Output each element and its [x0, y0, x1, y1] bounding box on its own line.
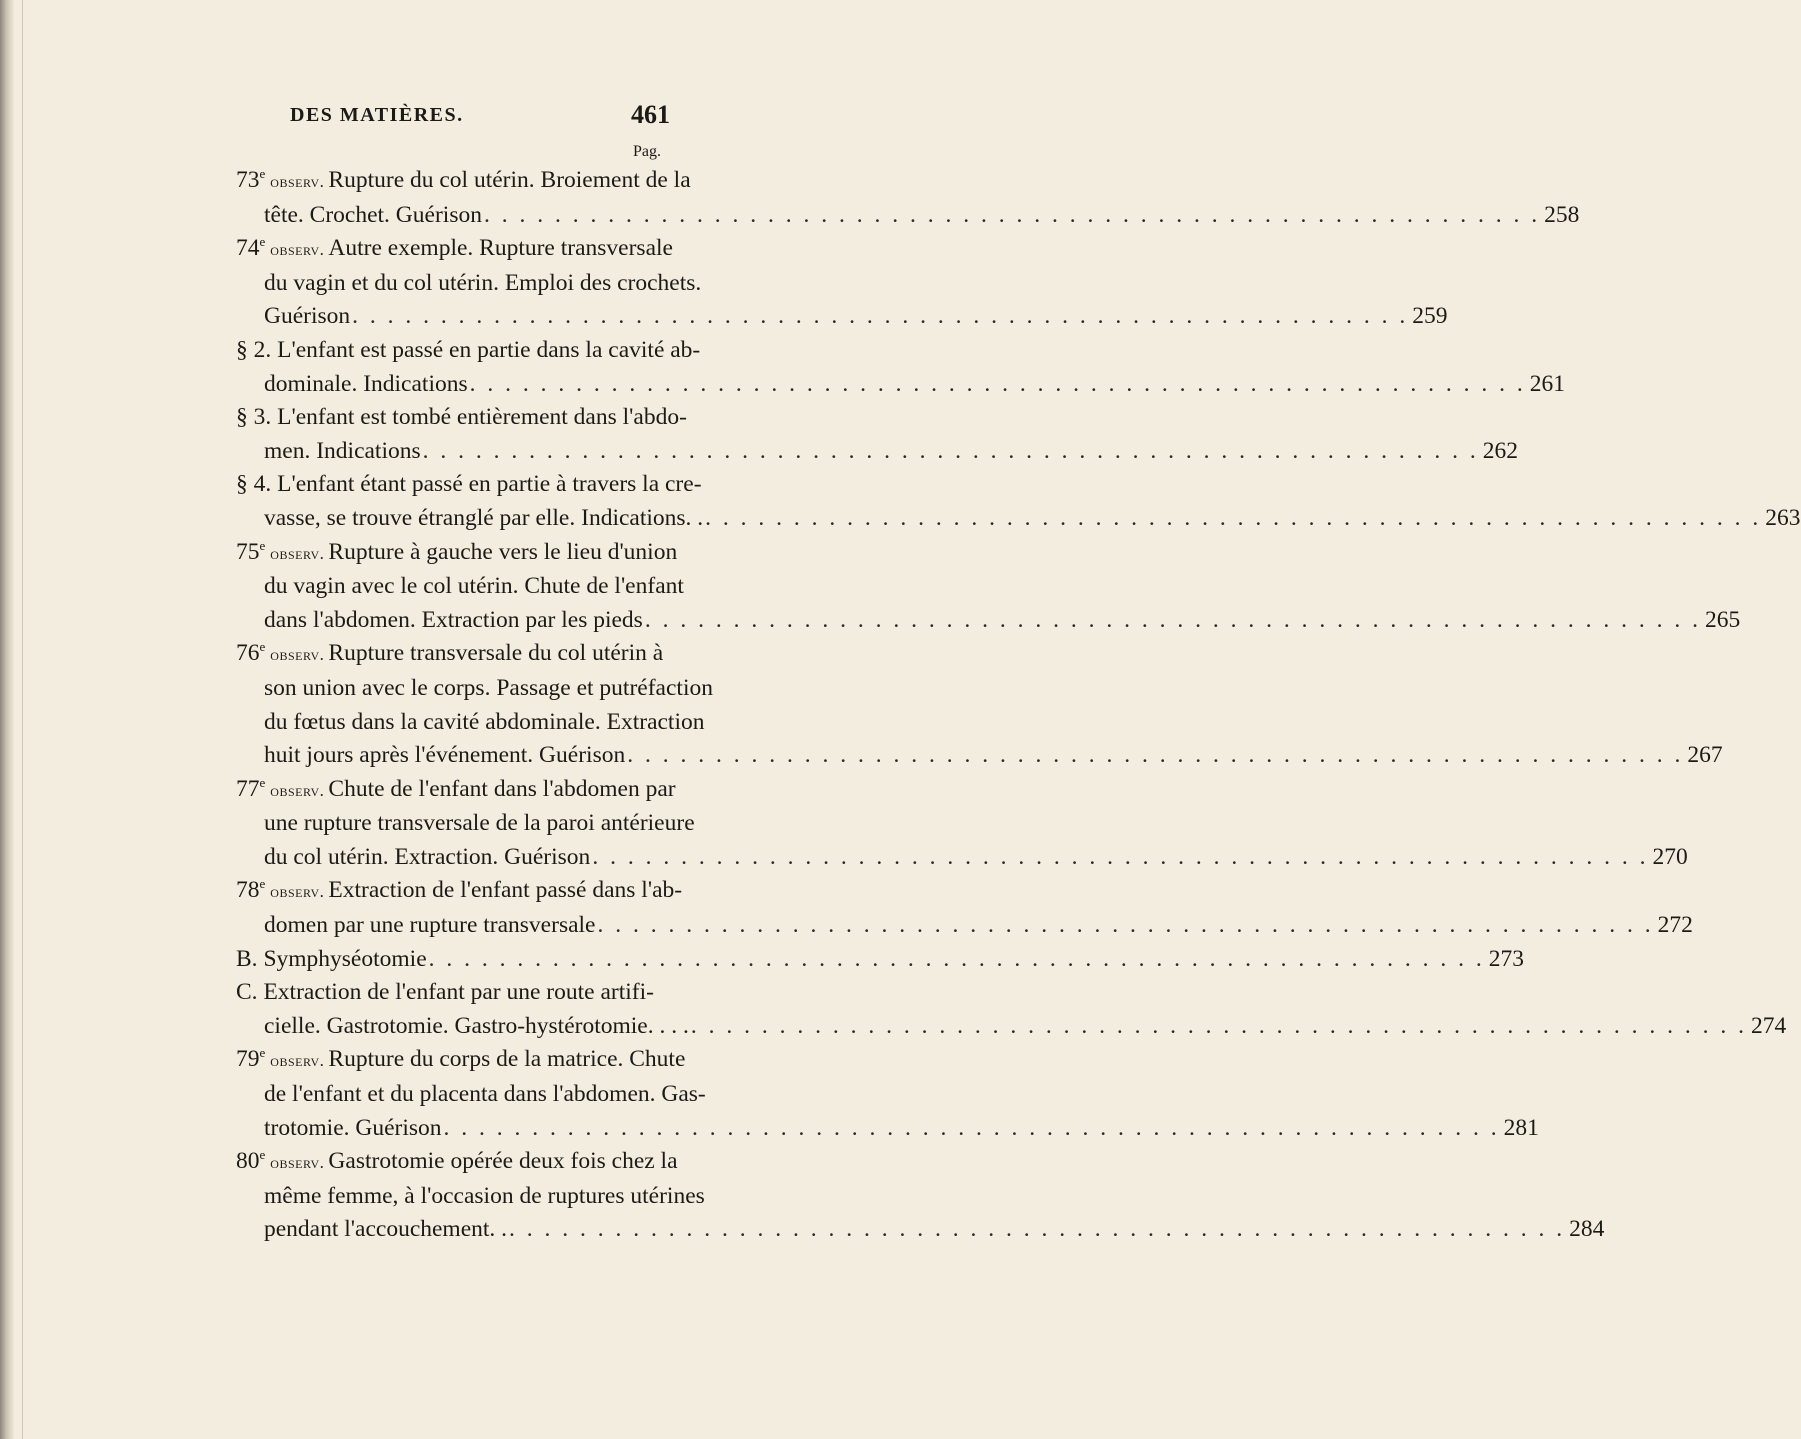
toc-entry-text — [264, 1078, 706, 1112]
toc-entry-line — [238, 267, 702, 301]
toc-entry-line — [236, 334, 701, 368]
toc-entry-text — [264, 807, 695, 841]
entry-number-value: § 2. — [236, 336, 272, 363]
entry-text: dominale. Indications — [264, 370, 468, 397]
entry-text: Rupture du corps de la matrice. Chute — [328, 1046, 686, 1073]
toc-entry-line — [236, 637, 680, 672]
entry-text: dans l'abdomen. Extraction par les pieds — [264, 606, 643, 633]
toc-entry-line — [238, 300, 1448, 334]
toc-entry — [236, 468, 1801, 535]
running-title: DES MATIÈRES. — [290, 104, 464, 126]
leader-dots: . . . . . . . . . . . . . . . . . . . . . . . . . . . . . . . . . . . . . . . . . . . . . . . . . . . . . . . . . . . . — [597, 912, 1654, 939]
toc-entry-text — [264, 1180, 705, 1214]
entry-number — [236, 877, 265, 903]
entry-text: Extraction de l'enfant par une route artifi- — [263, 979, 654, 1006]
toc-entry — [236, 164, 1580, 232]
page-binding-line — [22, 0, 23, 1439]
toc-entry — [236, 334, 1565, 401]
entry-text: son union avec le corps. Passage et putréfaction — [264, 674, 713, 701]
entry-text: Symphyséotomie — [263, 945, 427, 972]
toc-entry-text — [236, 943, 427, 977]
page-number: 461 — [631, 100, 670, 129]
entry-text: domen par une rupture transversale — [264, 912, 596, 939]
toc-entry-text — [264, 267, 701, 301]
entry-page-number: 273 — [1488, 945, 1525, 972]
toc-entry-line — [236, 976, 680, 1010]
leader-dots: . . . . . . . . . . . . . . . . . . . . . . . . . . . . . . . . . . . . . . . . . . . . . . . . . . . . . . . . . . . . — [705, 504, 1762, 531]
toc-entry-line — [238, 199, 1580, 233]
toc-entry-text — [264, 1213, 507, 1247]
toc-entry-text — [236, 232, 673, 267]
observation-label: observ. — [270, 780, 325, 800]
entry-text: Gastrotomie opérée deux fois chez la — [328, 1148, 678, 1175]
entry-number-value: C. — [236, 979, 258, 1006]
entry-page-number: 261 — [1529, 370, 1565, 397]
entry-number-value: 80 — [236, 1148, 260, 1175]
toc-entry-text — [236, 1145, 678, 1180]
toc-entry-text — [236, 637, 663, 672]
toc-entry-line — [238, 604, 1741, 638]
entry-number-suffix: e — [259, 234, 266, 250]
toc-entry — [236, 401, 1519, 468]
entry-page-number: 263 — [1765, 504, 1801, 531]
entry-page-number: 267 — [1687, 742, 1723, 769]
entry-text: même femme, à l'occasion de ruptures utérines — [264, 1182, 705, 1209]
toc-entry — [236, 232, 1448, 334]
toc-entry-line — [236, 773, 680, 808]
entry-number-value: 73 — [236, 167, 260, 193]
entry-number-value: 78 — [236, 877, 260, 904]
toc-entry-text — [236, 536, 677, 571]
entry-number-value: § 3. — [236, 404, 272, 431]
entry-number-suffix: e — [259, 876, 266, 892]
leader-dots: . . . . . . . . . . . . . . . . . . . . . . . . . . . . . . . . . . . . . . . . . . . . . . . . . . . . . . . . . . . . — [627, 742, 1684, 769]
toc-entry-text — [264, 1010, 689, 1044]
toc-entry-line — [236, 1145, 680, 1180]
toc-entry-text — [264, 368, 468, 402]
leader-dots: . . . . . . . . . . . . . . . . . . . . . . . . . . . . . . . . . . . . . . . . . . . . . . . . . . . . . . . . . . . . — [428, 945, 1485, 972]
observation-label: observ. — [270, 172, 325, 191]
entry-text: L'enfant est passé en partie dans la cavité ab- — [277, 336, 701, 363]
entry-page-number: 258 — [1544, 201, 1580, 228]
observation-label: observ. — [270, 543, 325, 563]
entry-text: du vagin et du col utérin. Emploi des crochets. — [264, 269, 702, 296]
toc-entry-line — [238, 435, 1519, 469]
entry-text: de l'enfant et du placenta dans l'abdomen. Gas- — [264, 1081, 706, 1108]
observation-label: observ. — [270, 240, 325, 260]
toc-entry-line — [238, 841, 1688, 875]
entry-text: du fœtus dans la cavité abdominale. Extraction — [264, 708, 705, 735]
toc-entry-text — [264, 502, 703, 536]
toc-entry-text — [236, 1043, 685, 1078]
entry-text: une rupture transversale de la paroi antérieure — [264, 810, 695, 837]
toc-entry-text — [264, 604, 643, 638]
entry-number — [236, 235, 265, 261]
entry-page-number: 265 — [1704, 606, 1741, 633]
toc-entry-text — [236, 401, 687, 435]
toc-entry — [236, 773, 1688, 875]
entry-text: cielle. Gastrotomie. Gastro-hystérotomie. . . . — [264, 1012, 689, 1039]
entry-number — [236, 1148, 265, 1174]
toc-entry — [236, 943, 1525, 977]
toc-entry — [236, 1145, 1605, 1247]
toc-entry-text — [264, 199, 482, 233]
toc-entry-line — [238, 1078, 706, 1112]
entry-text: Rupture transversale du col utérin à — [328, 640, 664, 667]
toc-entry-line — [238, 1010, 1787, 1044]
entry-text: men. Indications — [264, 437, 421, 464]
entry-number-value: § 4. — [236, 471, 272, 498]
entry-text: du col utérin. Extraction. Guérison — [264, 843, 591, 870]
toc-entry-line — [238, 739, 1723, 773]
entry-page-number: 272 — [1657, 912, 1693, 939]
toc-entry-line — [238, 1112, 1539, 1146]
entry-text: pendant l'accouchement. . — [264, 1216, 508, 1243]
toc-entry-text — [236, 164, 691, 199]
entry-text: Rupture à gauche vers le lieu d'union — [328, 538, 678, 565]
entry-page-number: 262 — [1482, 437, 1519, 464]
toc-entry-line — [238, 1213, 1605, 1247]
toc-entry-line — [238, 706, 705, 740]
toc-entry-line — [236, 164, 691, 199]
entry-text: Rupture du col utérin. Broiement de la — [328, 167, 691, 193]
toc-entry — [236, 637, 1723, 772]
toc-entry-line — [238, 1180, 705, 1214]
leader-dots: . . . . . . . . . . . . . . . . . . . . . . . . . . . . . . . . . . . . . . . . . . . . . . . . . . . . . . . . . . . . — [469, 370, 1526, 397]
entry-text: Chute de l'enfant dans l'abdomen par — [328, 775, 676, 802]
toc-entry — [236, 976, 1787, 1043]
toc-entry-line — [236, 468, 702, 502]
toc-entry-text — [236, 874, 682, 909]
toc-entry-text — [264, 909, 595, 943]
entry-number — [236, 404, 271, 430]
toc-entry-line — [238, 672, 713, 706]
entry-number-suffix: e — [259, 166, 266, 182]
entry-number-value: 74 — [236, 235, 260, 262]
entry-text: tête. Crochet. Guérison — [264, 201, 482, 228]
toc-entry-line — [238, 368, 1565, 402]
leader-dots: . . . . . . . . . . . . . . . . . . . . . . . . . . . . . . . . . . . . . . . . . . . . . . . . . . . . . . . . . . . . — [483, 201, 1541, 228]
entry-number — [236, 946, 258, 972]
toc-entry-line — [236, 232, 680, 267]
observation-label: observ. — [270, 1051, 325, 1071]
entry-page-number: 274 — [1750, 1012, 1787, 1039]
toc-entry-text — [264, 435, 421, 469]
toc-entry — [236, 1043, 1539, 1145]
entry-number — [236, 979, 258, 1005]
toc-entry-text — [264, 739, 625, 773]
toc-entry-line — [238, 807, 695, 841]
entry-text: trotomie. Guérison — [264, 1114, 442, 1141]
entry-number-value: 79 — [236, 1046, 260, 1073]
toc-entry-text — [264, 706, 705, 740]
toc-entry-line — [236, 943, 1525, 977]
entry-text: vasse, se trouve étranglé par elle. Indications. . — [264, 504, 704, 531]
toc-entry-line — [238, 909, 1693, 943]
toc-entry-text — [236, 773, 676, 808]
toc-entry-line — [238, 570, 684, 604]
toc-entry-line — [236, 1043, 686, 1078]
entry-number-suffix: e — [259, 537, 266, 553]
entry-number-suffix: e — [259, 1147, 266, 1163]
entry-number — [236, 539, 265, 565]
toc-entry-text — [264, 300, 350, 334]
pag-column-label: Pag. — [633, 143, 661, 160]
entry-number-value: B. — [236, 945, 258, 972]
entry-number — [236, 167, 265, 193]
toc-entry-line — [238, 502, 1801, 536]
entry-page-number: 259 — [1412, 303, 1448, 330]
toc-entry — [236, 536, 1741, 638]
toc-entry-text — [264, 570, 684, 604]
entry-number — [236, 1046, 265, 1072]
page-header — [290, 100, 670, 136]
entry-number-suffix: e — [259, 774, 266, 790]
entry-text: Guérison — [264, 303, 351, 330]
entry-number-value: 75 — [236, 538, 260, 565]
toc-entry-line — [236, 401, 687, 435]
entry-number-suffix: e — [259, 639, 266, 655]
toc-entry-text — [236, 976, 654, 1010]
entry-page-number: 284 — [1569, 1216, 1605, 1243]
observation-label: observ. — [270, 882, 325, 902]
entry-number-value: 77 — [236, 775, 260, 802]
entry-text: Extraction de l'enfant passé dans l'ab- — [328, 877, 683, 904]
leader-dots: . . . . . . . . . . . . . . . . . . . . . . . . . . . . . . . . . . . . . . . . . . . . . . . . . . . . . . . . . . . . — [509, 1216, 1566, 1243]
leader-dots: . . . . . . . . . . . . . . . . . . . . . . . . . . . . . . . . . . . . . . . . . . . . . . . . . . . . . . . . . . . . — [443, 1114, 1500, 1141]
leader-dots: . . . . . . . . . . . . . . . . . . . . . . . . . . . . . . . . . . . . . . . . . . . . . . . . . . . . . . . . . . . . — [592, 843, 1649, 870]
leader-dots: . . . . . . . . . . . . . . . . . . . . . . . . . . . . . . . . . . . . . . . . . . . . . . . . . . . . . . . . . . . . — [690, 1012, 1747, 1039]
entry-text: L'enfant est tombé entièrement dans l'abdo- — [277, 404, 687, 431]
toc-entry-text — [264, 672, 713, 706]
toc-entry-text — [236, 334, 700, 368]
entry-text: L'enfant étant passé en partie à travers la cre- — [277, 471, 702, 498]
leader-dots: . . . . . . . . . . . . . . . . . . . . . . . . . . . . . . . . . . . . . . . . . . . . . . . . . . . . . . . . . . . . — [352, 303, 1409, 330]
entry-text: du vagin avec le col utérin. Chute de l'enfant — [264, 573, 684, 600]
table-of-contents — [236, 164, 1801, 1247]
entry-number — [236, 776, 265, 802]
entry-number-suffix: e — [259, 1045, 266, 1061]
leader-dots: . . . . . . . . . . . . . . . . . . . . . . . . . . . . . . . . . . . . . . . . . . . . . . . . . . . . . . . . . . . . — [422, 437, 1479, 464]
page-binding-edge — [0, 0, 14, 1439]
toc-entry-line — [236, 874, 683, 909]
entry-number — [236, 471, 271, 497]
entry-number — [236, 337, 271, 363]
entry-number — [236, 640, 265, 666]
observation-label: observ. — [270, 1153, 325, 1173]
toc-entry — [236, 874, 1693, 942]
entry-number-value: 76 — [236, 640, 260, 667]
entry-page-number: 270 — [1652, 843, 1688, 870]
entry-page-number: 281 — [1503, 1114, 1539, 1141]
toc-entry-text — [264, 1112, 442, 1146]
entry-text: huit jours après l'événement. Guérison — [264, 742, 626, 769]
observation-label: observ. — [270, 645, 325, 665]
leader-dots: . . . . . . . . . . . . . . . . . . . . . . . . . . . . . . . . . . . . . . . . . . . . . . . . . . . . . . . . . . . . — [644, 606, 1701, 633]
toc-entry-text — [236, 468, 702, 502]
toc-entry-line — [236, 536, 680, 571]
entry-text: Autre exemple. Rupture transversale — [328, 235, 673, 262]
toc-entry-text — [264, 841, 590, 875]
